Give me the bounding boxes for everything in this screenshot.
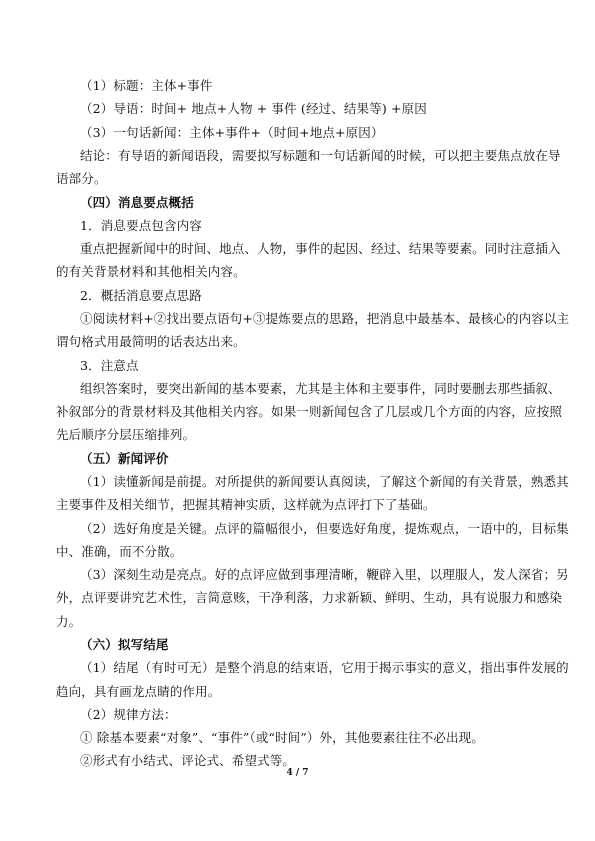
text-line: （1）读懂新闻是前提。对所提供的新闻要认真阅读，了解这个新闻的有关背景，熟悉其 bbox=[80, 474, 569, 489]
text-line: 语部分。 bbox=[56, 171, 107, 186]
text-line: ①阅读材料+②找出要点语句+③提炼要点的思路，把消息中最基本、最核心的内容以主 bbox=[80, 311, 570, 326]
text-line: ②形式有小结式、评论式、希望式等。 bbox=[80, 753, 296, 768]
text-line: 力。 bbox=[56, 614, 82, 629]
text-line: 谓句格式用最简明的话表达出来。 bbox=[56, 334, 246, 349]
text-line: 重点把握新闻中的时间、地点、人物，事件的起因、经过、结果等要素。同时注意插入 bbox=[80, 241, 561, 256]
text-line: 结论：有导语的新闻语段，需要拟写标题和一句话新闻的时候，可以把主要焦点放在导 bbox=[80, 148, 561, 163]
subheading: 3．注意点 bbox=[80, 358, 139, 373]
subheading: 1．消息要点包含内容 bbox=[80, 218, 202, 233]
section-heading: （六）拟写结尾 bbox=[80, 637, 169, 652]
text-line: （1）标题：主体+事件 bbox=[80, 78, 213, 93]
text-line: 主要事件及相关细节，把握其精神实质，这样就为点评打下了基础。 bbox=[56, 497, 436, 512]
text-line: （1）结尾（有时可无）是整个消息的结束语，它用于揭示事实的意义，指出事件发展的 bbox=[80, 660, 569, 675]
text-line: 趋向，具有画龙点睛的作用。 bbox=[56, 684, 221, 699]
text-line: （2）规律方法： bbox=[80, 707, 177, 722]
text-line: （3）一句话新闻：主体+事件+（时间+地点+原因） bbox=[80, 125, 384, 140]
text-line: 的有关背景材料和其他相关内容。 bbox=[56, 264, 246, 279]
section-heading: （四）消息要点概括 bbox=[80, 195, 194, 210]
text-line: 外，点评要讲究艺术性，言简意赅，干净利落，力求新颖、鲜明、生动，具有说服力和感染 bbox=[56, 590, 563, 605]
page-number: 4 / 7 bbox=[286, 768, 309, 778]
text-line: （2）导语：时间+ 地点+人物 + 事件 (经过、结果等) +原因 bbox=[80, 101, 427, 116]
text-line: 中、准确，而不分散。 bbox=[56, 544, 183, 559]
section-heading: （五）新闻评价 bbox=[80, 451, 169, 466]
text-line: 组织答案时，要突出新闻的基本要素，尤其是主体和主要事件，同时要删去那些插叙、 bbox=[80, 381, 561, 396]
text-line: （3）深刻生动是亮点。好的点评应做到事理清晰，鞭辟入里，以理服人，发人深省；另 bbox=[80, 567, 569, 582]
text-line: 先后顺序分层压缩排列。 bbox=[56, 427, 196, 442]
text-line: ① 除基本要素“对象”、“事件”（或“时间”）外，其他要素往往不必出现。 bbox=[80, 730, 484, 745]
text-line: （2）选好角度是关键。点评的篇幅很小，但要选好角度，提炼观点，一语中的，目标集 bbox=[80, 521, 569, 536]
subheading: 2．概括消息要点思路 bbox=[80, 288, 202, 303]
text-line: 补叙部分的背景材料及其他相关内容。如果一则新闻包含了几层或几个方面的内容，应按照 bbox=[56, 404, 563, 419]
